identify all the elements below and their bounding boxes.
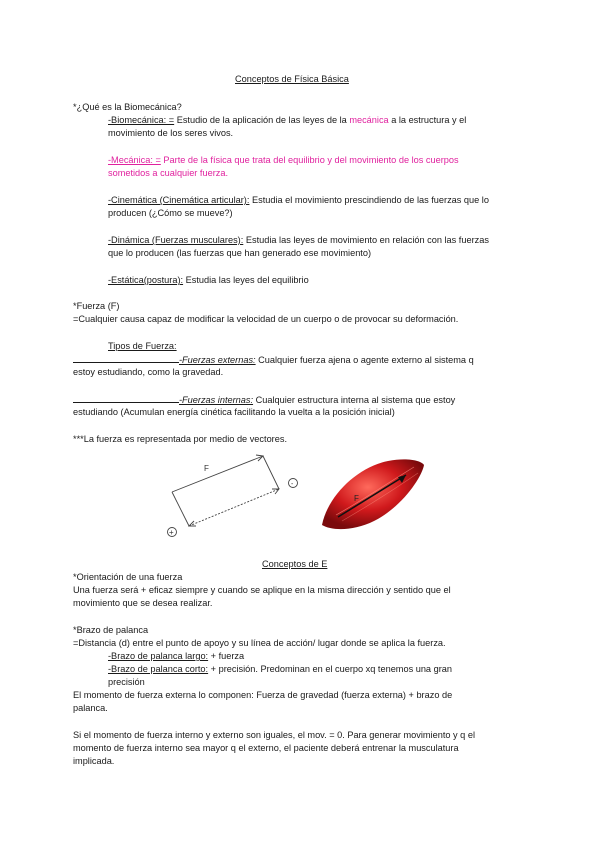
biomecanica-question: *¿Qué es la Biomecánica? [73,102,182,112]
fuerzas-internas-label: -Fuerzas internas: [179,395,254,405]
vector-length-dim [189,489,279,526]
estatica-definition [108,274,309,287]
vector-side-right [263,456,279,489]
biomecanica-line2: movimiento de los seres vivos. [108,128,234,138]
brazo-heading: *Brazo de palanca [73,625,149,635]
fill-underline [73,393,179,403]
brazo-largo-text: + fuerza [208,651,245,661]
fuerzas-externas-text: Cualquier fuerza ajena o agente externo al sistema q [255,355,474,365]
mecanica-text: Parte de la física que trata del equilibrio y del movimiento de los cuerpos [160,155,459,165]
dinamica-label: -Dinámica (Fuerzas musculares): [108,235,244,245]
fuerzas-externas-line2: estoy estudiando, como la gravedad. [73,367,224,377]
dinamica-line2: que lo producen (las fuerzas que han generado ese movimiento) [108,248,372,258]
fuerzas-externas-label: -Fuerzas externas: [179,355,256,365]
momento-line2: palanca. [73,703,108,713]
muscle-illustration [318,455,428,535]
final-line3: implicada. [73,756,115,766]
vector-side-left [172,492,189,526]
estatica-label: -Estática(postura): [108,275,184,285]
estatica-text: Estudia las leyes del equilibrio [183,275,309,285]
dinamica-definition [108,234,489,247]
brazo-corto-line2: precisión [108,677,145,687]
mecanica-definition [108,154,459,167]
force-arrow-line [172,456,263,492]
biomecanica-label: -Biomecánica: = [108,115,175,125]
fuerzas-externas-line [73,353,474,367]
fuerza-definition: =Cualquier causa capaz de modificar la velocidad de un cuerpo o de provocar su deformación. [73,314,459,324]
fuerzas-internas-line2: estudiando (Acumulan energía cinética facilitando la vuelta a la posición inicial) [73,407,395,417]
cinematica-label: -Cinemática (Cinemática articular): [108,195,250,205]
fuerza-heading: *Fuerza (F) [73,301,120,311]
mecanica-line2: sometidos a cualquier fuerza. [108,168,229,178]
dinamica-text: Estudia las leyes de movimiento en relación con las fuerzas [243,235,489,245]
dim-arrow-left [189,521,196,526]
final-line2: momento de fuerza interno sea mayor q el externo, el paciente deberá entrenar la musculatura [73,743,459,753]
mecanica-link: mecánica [349,115,389,125]
brazo-largo [108,650,244,663]
muscle-shape [322,459,424,529]
orientacion-heading: *Orientación de una fuerza [73,572,183,582]
brazo-corto [108,663,452,676]
cinematica-text: Estudia el movimiento prescindiendo de las fuerzas que lo [249,195,489,205]
tipos-fuerza-label: Tipos de Fuerza: [108,341,177,351]
biomecanica-definition [108,114,466,127]
force-label-f: F [204,464,209,473]
mecanica-label: -Mecánica: = [108,155,161,165]
cinematica-definition [108,194,489,207]
cinematica-line2: producen (¿Cómo se mueve?) [108,208,233,218]
brazo-corto-label: -Brazo de palanca corto: [108,664,209,674]
brazo-corto-text: + precisión. Predominan en el cuerpo xq tenemos una gran [208,664,452,674]
minus-sign: - [291,481,294,488]
orientacion-line1: Una fuerza será + eficaz siempre y cuando se aplique en la misma dirección y sentido que el [73,585,451,595]
brazo-definition: =Distancia (d) entre el punto de apoyo y su línea de acción/ lugar donde se aplica la fuerza. [73,638,446,648]
orientacion-line2: movimiento que se desea realizar. [73,598,213,608]
momento-line1: El momento de fuerza externa lo componen: Fuerza de gravedad (fuerza externa) + brazo de [73,690,453,700]
muscle-label-f: F [354,494,359,503]
conceptos-e-title: Conceptos de E [262,559,328,569]
vector-diagram [160,452,310,542]
brazo-largo-label: -Brazo de palanca largo: [108,651,209,661]
fill-underline [73,353,179,363]
page-title: Conceptos de Física Básica [235,74,349,84]
fuerzas-internas-text: Cualquier estructura interna al sistema que estoy [253,395,456,405]
final-line1: Si el momento de fuerza interno y externo son iguales, el mov. = 0. Para generar movimiento y q el [73,730,475,740]
vector-note: ***La fuerza es representada por medio de vectores. [73,434,287,444]
plus-sign: + [169,528,174,537]
dim-arrow-right [272,489,279,494]
biomecanica-text-b: a la estructura y el [388,115,467,125]
biomecanica-text-a: Estudio de la aplicación de las leyes de la [174,115,350,125]
fuerzas-internas-line [73,393,455,407]
